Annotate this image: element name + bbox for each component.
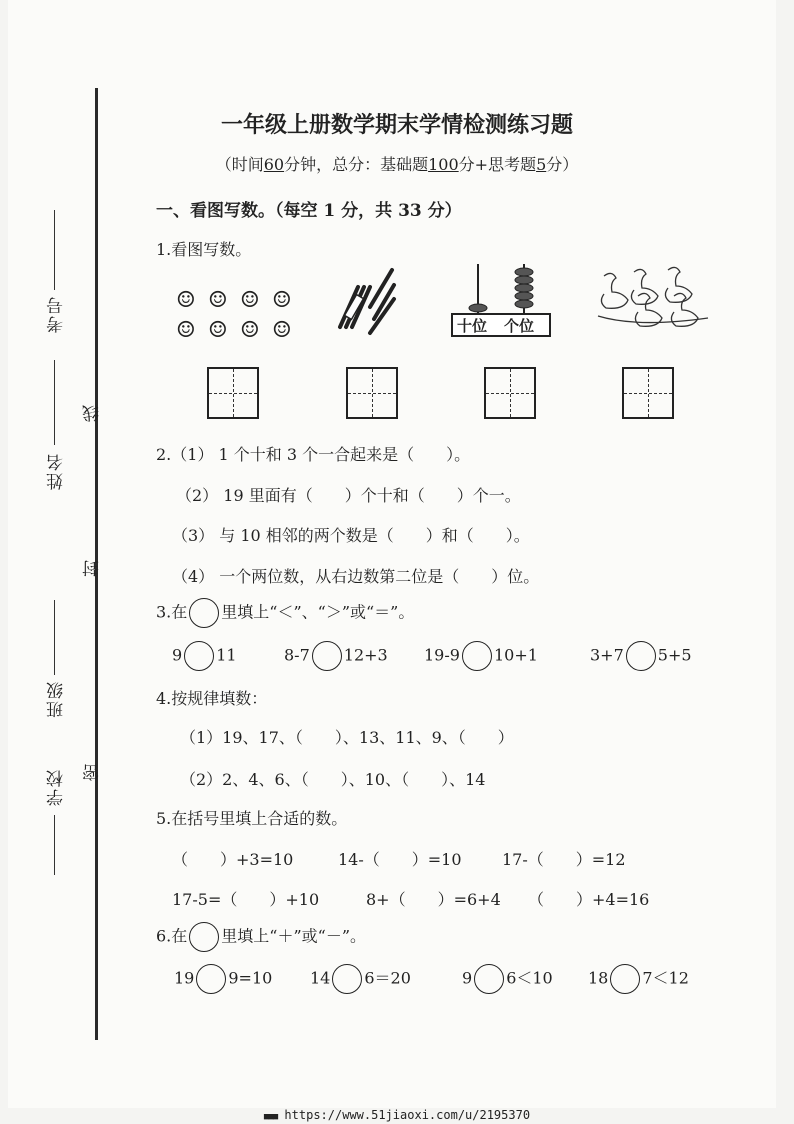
q6-item: 9 6＜10 (462, 964, 553, 994)
school-blank (54, 815, 55, 875)
q5-item: （ ）+3=10 (172, 850, 294, 869)
answer-box-3[interactable] (484, 367, 536, 419)
logo-icon: ■■■ (263, 1112, 278, 1122)
q5-item: 14-（ ）=10 (338, 850, 462, 869)
answer-box-1[interactable] (207, 367, 259, 419)
operator-circle-icon (189, 922, 219, 952)
smile-icon: ☺ (272, 288, 292, 313)
answer-box-2[interactable] (346, 367, 398, 419)
answer-circle[interactable] (626, 641, 656, 671)
smile-icon: ☺ (176, 288, 196, 313)
sticks-bundle-icon (330, 265, 400, 337)
school-label: 学校 (47, 768, 67, 806)
q5-item: 17-5=（ ）+10 (172, 890, 320, 909)
smile-icon: ☺ (208, 318, 228, 343)
exam-no-label: 考号 (47, 295, 67, 333)
answer-circle[interactable] (474, 964, 504, 994)
answer-circle[interactable] (610, 964, 640, 994)
smile-icon: ☺ (272, 318, 292, 343)
seal-line-char: 线 (83, 405, 103, 422)
q6-item: 18 7＜12 (588, 964, 689, 994)
q2-line-4: （4） 一个两位数，从右边数第二位是（ ）位。 (172, 567, 540, 586)
answer-circle[interactable] (184, 641, 214, 671)
abacus-ones-label: 个位 (504, 317, 535, 335)
q6-instruction: 6.在 里填上“＋”或“－”。 (156, 922, 366, 952)
q6-item: 19 9=10 (174, 964, 272, 994)
q5-label: 5.在括号里填上合适的数。 (156, 809, 348, 828)
answer-circle[interactable] (332, 964, 362, 994)
smile-icon: ☺ (176, 318, 196, 343)
q5-item: （ ）+4=16 (528, 890, 650, 909)
page-subtitle: （时间60分钟，总分：基础题100分+思考题5分） (215, 155, 579, 174)
smile-icon: ☺ (240, 318, 260, 343)
page-title: 一年级上册数学期末学情检测练习题 (220, 112, 573, 138)
q1-label: 1.看图写数。 (156, 240, 252, 259)
name-label: 姓名 (47, 452, 67, 490)
smile-icon: ☺ (240, 288, 260, 313)
class-blank (54, 600, 55, 675)
answer-box-4[interactable] (622, 367, 674, 419)
q3-item: 19-9 10+1 (424, 641, 538, 671)
q6-item: 14 6＝20 (310, 964, 411, 994)
seal-mi-char: 密 (83, 764, 103, 781)
q4-line-2: （2）2、4、6、（ ）、10、（ ）、14 (180, 770, 486, 789)
answer-circle[interactable] (462, 641, 492, 671)
compare-circle-icon (189, 598, 219, 628)
q3-instruction: 3.在 里填上“＜”、“＞”或“＝”。 (156, 598, 414, 628)
q4-label: 4.按规律填数： (156, 689, 268, 708)
exam-no-blank (54, 210, 55, 290)
footer-url[interactable]: ■■■ https://www.51jiaoxi.com/u/2195370 (263, 1108, 531, 1122)
answer-circle[interactable] (312, 641, 342, 671)
answer-circle[interactable] (196, 964, 226, 994)
q5-item: 8+（ ）=6+4 (366, 890, 501, 909)
q2-line-2: （2） 19 里面有（ ）个十和（ ）个一。 (176, 486, 521, 505)
q4-line-1: （1）19、17、（ ）、13、11、9、（ ） (180, 728, 514, 747)
q5-item: 17-（ ）=12 (502, 850, 626, 869)
q3-item: 8-7 12+3 (284, 641, 388, 671)
section-heading: 一、看图写数。（每空 1 分，共 33 分） (156, 201, 462, 221)
geese-icon (594, 266, 714, 336)
q2-line-3: （3） 与 10 相邻的两个数是（ ）和（ ）。 (172, 526, 530, 545)
seal-feng-char: 封 (83, 560, 103, 577)
class-label: 班级 (47, 680, 67, 718)
abacus-tens-label: 十位 (457, 317, 488, 335)
q3-item: 9 11 (172, 641, 237, 671)
name-blank (54, 360, 55, 445)
q3-item: 3+7 5+5 (590, 641, 692, 671)
smile-icon: ☺ (208, 288, 228, 313)
q2-line-1: 2.（1） 1 个十和 3 个一合起来是（ ）。 (156, 445, 471, 464)
